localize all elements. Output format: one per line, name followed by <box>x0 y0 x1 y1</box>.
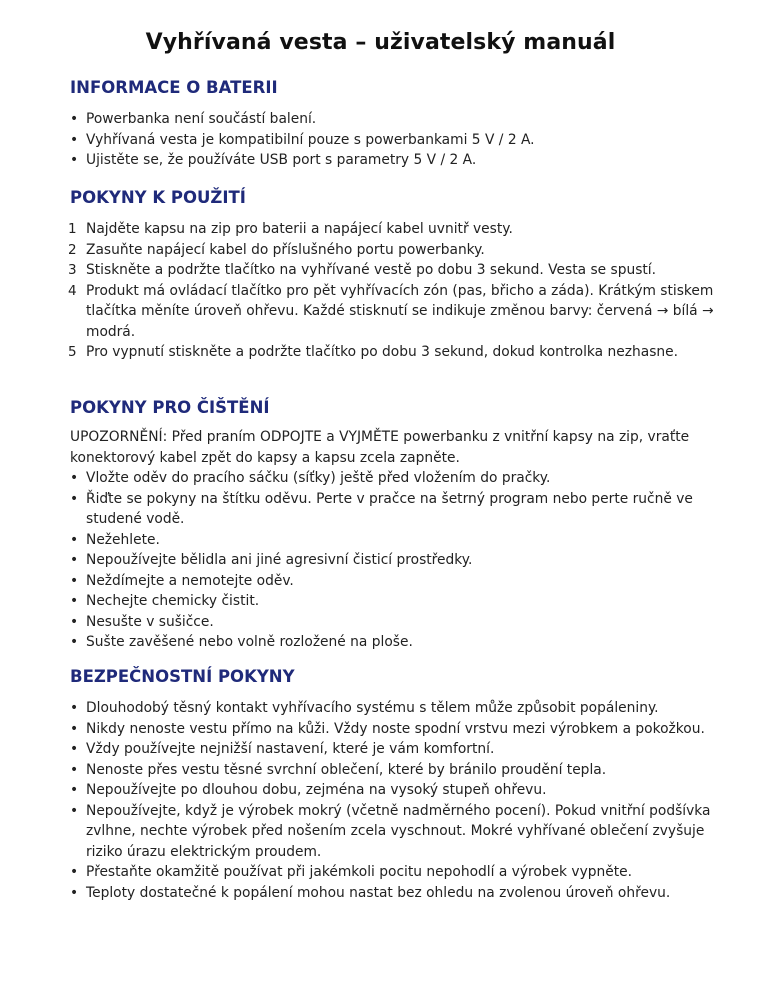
list-item <box>70 260 720 281</box>
list-item <box>70 739 720 760</box>
list-item-text: Nežehlete. <box>86 531 160 548</box>
list-item <box>70 489 720 530</box>
bullet-marker: • <box>70 470 79 486</box>
list-item-text: Vždy používejte nejnižší nastavení, které je vám komfortní. <box>86 741 495 757</box>
bullet-marker: • <box>70 802 79 819</box>
list-item <box>70 281 720 343</box>
list-item-text: Zasuňte napájecí kabel do příslušného portu powerbanky. <box>86 241 485 258</box>
document-title: Vyhřívaná vesta – uživatelský manuál <box>145 30 616 55</box>
bullet-marker: • <box>70 613 79 630</box>
section-heading: INFORMACE O BATERII <box>70 78 278 97</box>
list-item-text: Produkt má ovládací tlačítko pro pět vyhřívacích zón (pas, břicho a záda). Krátkým stiskem tlačítka měníte úroveň ohřevu. Každé stisknutí se indikuje změnou barvy: červená → bílá → modrá. <box>86 282 714 340</box>
bullet-marker: • <box>70 552 79 568</box>
step-number: 3 <box>68 262 77 278</box>
list-item <box>70 862 720 883</box>
step-number: 5 <box>68 344 77 360</box>
bullet-marker: • <box>70 111 79 127</box>
bullet-marker: • <box>70 490 79 507</box>
bullet-marker: • <box>70 761 79 778</box>
list-item <box>70 240 720 261</box>
list-item <box>70 550 720 571</box>
list-item <box>70 591 720 612</box>
bullet-marker: • <box>70 593 79 609</box>
list-item <box>70 130 720 151</box>
list-item <box>70 780 720 801</box>
list-item-text: Powerbanka není součástí balení. <box>86 111 317 127</box>
bullet-marker: • <box>70 572 79 589</box>
list-item-text: Vložte oděv do pracího sáčku (síťky) ještě před vložením do pračky. <box>86 470 551 486</box>
step-number: 2 <box>68 241 77 258</box>
list-item <box>70 698 720 719</box>
section-cleaning <box>70 397 720 653</box>
list-item-text: Neždímejte a nemotejte oděv. <box>86 572 294 589</box>
list-item-text: Pro vypnutí stiskněte a podržte tlačítko po dobu 3 sekund, dokud kontrolka nezhasne. <box>86 344 678 360</box>
list-item <box>70 760 720 781</box>
list-item-text: Najděte kapsu na zip pro baterii a napájecí kabel uvnitř vesty. <box>86 221 513 237</box>
bullet-marker: • <box>70 884 79 901</box>
list-item-text: Nepoužívejte, když je výrobek mokrý (včetně nadměrného pocení). Pokud vnitřní podšívka zvlhne, nechte výrobek před nošením zcela vyschnout. Mokré vyhřívané oblečení zvyšuje riziko úrazu elektrickým proudem. <box>86 802 711 860</box>
numbered-list <box>70 219 720 363</box>
list-item-text: Nikdy nenoste vestu přímo na kůži. Vždy noste spodní vrstvu mezi výrobkem a pokožkou. <box>86 720 705 737</box>
bullet-marker: • <box>70 782 79 798</box>
bullet-marker: • <box>70 700 79 716</box>
section-heading: POKYNY PRO ČIŠTĚNÍ <box>70 398 270 417</box>
list-item <box>70 530 720 551</box>
bullet-marker: • <box>70 864 79 880</box>
section-usage <box>70 187 720 363</box>
step-number: 4 <box>68 282 77 299</box>
list-item <box>70 612 720 633</box>
warning-paragraph: UPOZORNĚNÍ: Před praním ODPOJTE a VYJMĚTE powerbanku z vnitřní kapsy na zip, vraťte konektorový kabel zpět do kapsy a kapsu zcela zapněte. <box>70 429 690 466</box>
list-item <box>70 109 720 130</box>
list-item-text: Nechejte chemicky čistit. <box>86 593 260 609</box>
section-heading: POKYNY K POUŽITÍ <box>70 188 246 207</box>
bullet-marker: • <box>70 152 79 168</box>
list-item <box>70 883 720 904</box>
list-item-text: Dlouhodobý těsný kontakt vyhřívacího systému s tělem může způsobit popáleniny. <box>86 700 659 716</box>
bullet-marker: • <box>70 741 79 757</box>
list-item-text: Ujistěte se, že používáte USB port s parametry 5 V / 2 A. <box>86 152 477 168</box>
section-heading: BEZPEČNOSTNÍ POKYNY <box>70 667 295 686</box>
list-item <box>70 150 720 171</box>
list-item <box>70 219 720 240</box>
list-item-text: Nepoužívejte po dlouhou dobu, zejména na vysoký stupeň ohřevu. <box>86 782 547 798</box>
list-item-text: Vyhřívaná vesta je kompatibilní pouze s powerbankami 5 V / 2 A. <box>86 131 535 148</box>
list-item <box>70 632 720 653</box>
bullet-marker: • <box>70 531 79 548</box>
list-item-text: Sušte zavěšené nebo volně rozložené na ploše. <box>86 634 413 650</box>
list-item-text: Přestaňte okamžitě používat při jakémkoli pocitu nepohodlí a výrobek vypněte. <box>86 864 633 880</box>
list-item-text: Nenoste přes vestu těsné svrchní oblečení, které by bránilo proudění tepla. <box>86 761 607 778</box>
list-item <box>70 801 720 863</box>
bullet-list <box>70 468 720 653</box>
list-item <box>70 719 720 740</box>
list-item <box>70 342 720 363</box>
list-item-text: Nesušte v sušičce. <box>86 613 214 630</box>
bullet-marker: • <box>70 131 79 148</box>
list-item-text: Stiskněte a podržte tlačítko na vyhřívané vestě po dobu 3 sekund. Vesta se spustí. <box>86 262 657 278</box>
section-battery <box>70 77 720 171</box>
list-item <box>70 571 720 592</box>
list-item-text: Teploty dostatečné k popálení mohou nastat bez ohledu na zvolenou úroveň ohřevu. <box>86 884 671 901</box>
bullet-marker: • <box>70 634 79 650</box>
section-safety <box>70 666 720 903</box>
step-number: 1 <box>68 221 77 237</box>
list-item-text: Řiďte se pokyny na štítku oděvu. Perte v pračce na šetrný program nebo perte ručně ve studené vodě. <box>86 490 693 527</box>
bullet-list <box>70 698 720 903</box>
list-item <box>70 468 720 489</box>
bullet-marker: • <box>70 720 79 737</box>
list-item-text: Nepoužívejte bělidla ani jiné agresivní čisticí prostředky. <box>86 552 473 568</box>
bullet-list <box>70 109 720 171</box>
